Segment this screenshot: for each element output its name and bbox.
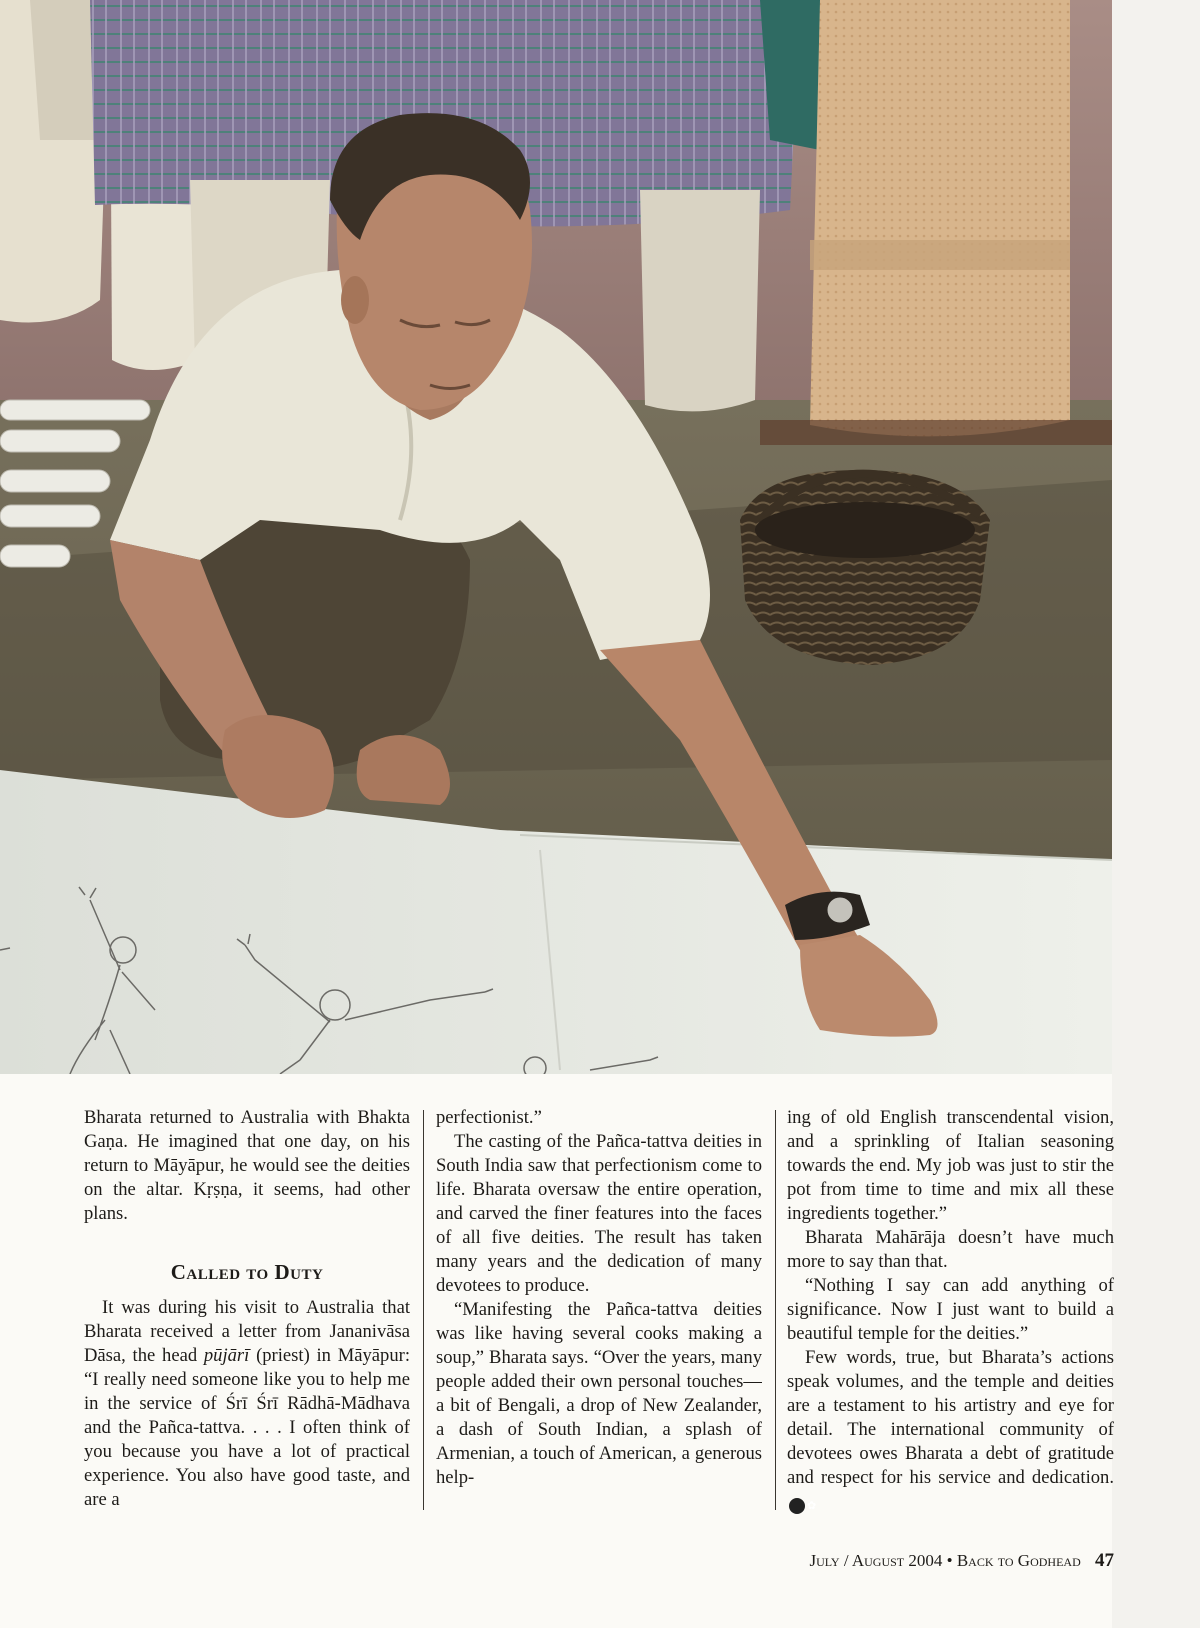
emphasized-term: pūjārī: [203, 1345, 250, 1366]
flower-endmark-icon: ✿: [789, 1498, 805, 1514]
paragraph: “Nothing I say can add anything of significance. Now I just want to build a beautiful temple for the deities.”: [787, 1275, 1114, 1344]
paragraph: [84, 1296, 410, 1512]
paragraph: Bharata Mahārāja doesn’t have much more to say than that.: [787, 1227, 1114, 1272]
paragraph: [787, 1346, 1114, 1514]
page-margin: [1112, 0, 1200, 1628]
paragraph: perfectionist.”: [436, 1107, 542, 1128]
paragraph-text: It was during his visit to Australia that Bharata received a letter from Jananivāsa Dāsa, the head: [84, 1297, 410, 1366]
article-column-1: [84, 1106, 410, 1514]
paragraph: The casting of the Pañca-tattva deities in South India saw that perfectionism come to life. Bharata oversaw the entire operation, and carved the finer features into the faces of all five deities. The result has taken many years and the dedication of many devotees to produce.: [436, 1131, 762, 1296]
paragraph-text: (priest) in Māyāpur: “I really need someone like you to help me in the service of Śrī Śrī Rādhā-Mādhava and the Pañca-tattva. . . . I often think of you because you have a lot of practical experience. You also have good taste, and are a: [84, 1345, 410, 1510]
section-heading: Called to Duty: [170, 1260, 324, 1284]
column-divider: [423, 1110, 424, 1510]
footer-bullet: •: [946, 1551, 953, 1570]
paragraph: “Manifesting the Pañca-tattva deities was like having several cooks making a soup,” Bharata says. “Over the years, many people added their own personal touches—a bit of Bengali, a drop of New Zealander, a dash of South Indian, a splash of Armenian, a touch of American, a generous help-: [436, 1299, 762, 1488]
article-column-2: [436, 1106, 762, 1514]
column-divider: [775, 1110, 776, 1510]
basket-icon: [740, 470, 990, 665]
page-footer: [700, 1550, 1114, 1572]
article-column-3: [787, 1106, 1114, 1514]
paragraph-text: Few words, true, but Bharata’s actions speak volumes, and the temple and deities are a testament to his artistry and eye for detail. The international community of devotees owes Bharata a debt of gratitude and respect for his service and dedication.: [787, 1347, 1114, 1488]
page-number: 47: [1095, 1550, 1114, 1571]
paragraph: ing of old English transcendental vision, and a sprinkling of Italian seasoning towards the end. My job was just to stir the pot from time to time and mix all these ingredients together.”: [787, 1107, 1114, 1224]
magazine-title: Back to Godhead: [956, 1551, 1081, 1570]
issue-date: July / August 2004: [809, 1551, 943, 1570]
paragraph: Bharata returned to Australia with Bhakta Gaṇa. He imagined that one day, on his return to Māyāpur, he would see the deities on the altar. Kṛṣṇa, it seems, had other plans.: [84, 1107, 410, 1224]
